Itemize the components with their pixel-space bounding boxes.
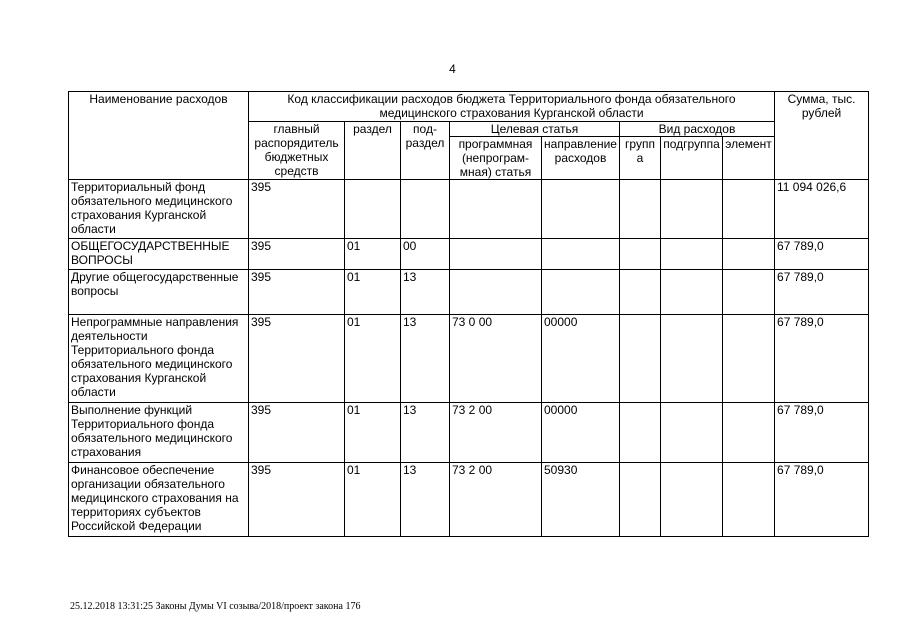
row-subsection: 13 (401, 403, 450, 463)
row-subsection: 00 (401, 239, 450, 270)
row-chief: 395 (249, 463, 345, 537)
row-program: 73 0 00 (450, 315, 542, 403)
row-program: 73 2 00 (450, 403, 542, 463)
row-element (723, 315, 775, 403)
row-subgroup (661, 403, 723, 463)
table-row (69, 463, 869, 537)
row-group (620, 180, 661, 239)
row-direction (542, 239, 620, 270)
table-row (69, 239, 869, 270)
row-element (723, 463, 775, 537)
row-sum: 67 789,0 (775, 270, 869, 315)
row-program (450, 270, 542, 315)
row-subgroup (661, 270, 723, 315)
row-sum: 67 789,0 (775, 403, 869, 463)
row-section: 01 (345, 270, 401, 315)
row-name: ОБЩЕГОСУДАРСТВЕННЫЕ ВОПРОСЫ (69, 239, 249, 270)
row-program (450, 180, 542, 239)
row-name: Финансовое обеспечение организации обязательного медицинского страхования на территориях субъектов Российской Федерации (69, 463, 249, 537)
row-name: Территориальный фонд обязательного медицинского страхования Курганской области (69, 180, 249, 239)
header-expense-direction: направление расходов (542, 137, 620, 180)
header-program-article: программная (непрограм-мная) статья (450, 137, 542, 180)
row-subsection: 13 (401, 315, 450, 403)
row-group (620, 315, 661, 403)
row-element (723, 239, 775, 270)
header-code-group: Код классификации расходов бюджета Территориального фонда обязательного медицинского страхования Курганской области (249, 92, 775, 122)
table-row (69, 315, 869, 403)
header-chief-admin: главный распорядитель бюджетных средств (249, 122, 345, 180)
row-name: Непрограммные направления деятельности Территориального фонда обязательного медицинского страхования Курганской области (69, 315, 249, 403)
row-program: 73 2 00 (450, 463, 542, 537)
row-name: Другие общегосударственные вопросы (69, 270, 249, 315)
header-row-top (69, 92, 869, 122)
row-chief: 395 (249, 180, 345, 239)
row-direction (542, 270, 620, 315)
row-sum: 67 789,0 (775, 463, 869, 537)
row-subsection: 13 (401, 463, 450, 537)
table-row (69, 270, 869, 315)
row-direction (542, 180, 620, 239)
row-section: 01 (345, 239, 401, 270)
row-subgroup (661, 463, 723, 537)
header-expense-type: Вид расходов (620, 122, 775, 137)
page-number: 4 (449, 62, 456, 76)
row-direction: 50930 (542, 463, 620, 537)
row-sum: 67 789,0 (775, 239, 869, 270)
table-row (69, 403, 869, 463)
header-section: раздел (345, 122, 401, 180)
row-group (620, 403, 661, 463)
row-direction: 00000 (542, 315, 620, 403)
row-program (450, 239, 542, 270)
row-chief: 395 (249, 239, 345, 270)
row-group (620, 270, 661, 315)
row-name: Выполнение функций Территориального фонда обязательного медицинского страхования (69, 403, 249, 463)
row-section: 01 (345, 403, 401, 463)
row-subgroup (661, 315, 723, 403)
header-subgroup: подгруппа (661, 137, 723, 180)
row-chief: 395 (249, 403, 345, 463)
header-target-article: Целевая статья (450, 122, 620, 137)
header-subsection: под-раздел (401, 122, 450, 180)
table-row (69, 180, 869, 239)
header-group: группа (620, 137, 661, 180)
row-section: 01 (345, 315, 401, 403)
row-element (723, 270, 775, 315)
header-element: элемент (723, 137, 775, 180)
row-element (723, 403, 775, 463)
header-sum: Сумма, тыс. рублей (775, 92, 869, 180)
footer-document-info: 25.12.2018 13:31:25 Законы Думы VI созыва/2018/проект закона 176 (70, 601, 361, 612)
row-subgroup (661, 180, 723, 239)
row-group (620, 239, 661, 270)
row-group (620, 463, 661, 537)
row-chief: 395 (249, 270, 345, 315)
row-sum: 11 094 026,6 (775, 180, 869, 239)
row-direction: 00000 (542, 403, 620, 463)
row-section: 01 (345, 463, 401, 537)
header-name: Наименование расходов (69, 92, 249, 180)
budget-table (68, 91, 869, 537)
row-section (345, 180, 401, 239)
row-subsection: 13 (401, 270, 450, 315)
row-sum: 67 789,0 (775, 315, 869, 403)
row-subsection (401, 180, 450, 239)
row-chief: 395 (249, 315, 345, 403)
row-subgroup (661, 239, 723, 270)
row-element (723, 180, 775, 239)
